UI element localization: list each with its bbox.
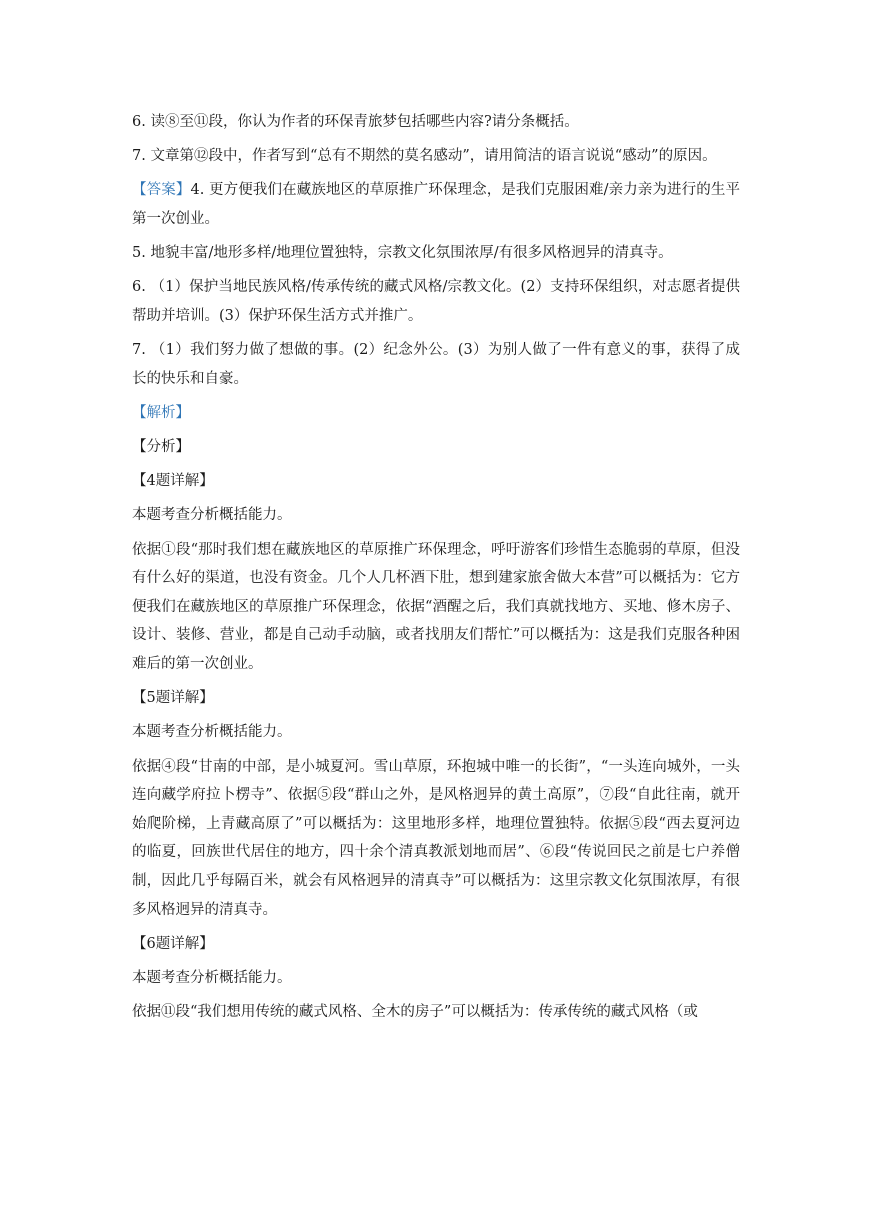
question-6: 6. 读⑧至⑪段，你认为作者的环保青旅梦包括哪些内容?请分条概括。 (132, 114, 579, 130)
detail-5-intro: 本题考查分析概括能力。 (132, 724, 292, 741)
detail-5-body: 依据④段“甘南的中部，是小城夏河。雪山草原，环抱城中唯一的长街”，“一头连向城外，一头连向藏学府拉卜楞寺”、依据⑤段“群山之外，是风格迥异的黄土高原”，⑦段“自此往南，就开始爬阶梯，上青藏高原了”可以概括为：这里地形多样，地理位置独特。依据⑤段“西去夏河边的临夏，回族世代居住的地方，四十余个清真教派划地而居”、⑥段“传说回民之前是七户养僧制，因此几乎每隔百米，就会有风格迥异的清真寺”可以概括为：这里宗教文化氛围浓厚，有很多风格迥异的清真寺。 (132, 758, 740, 918)
detail-4-body: 依据①段“那时我们想在藏族地区的草原推广环保理念，呼吁游客们珍惜生态脆弱的草原，但没有什么好的渠道，也没有资金。几个人几杯酒下肚，想到建家旅舍做大本营”可以概括为：它方便我们在藏族地区的草原推广环保理念，依据“酒醒之后，我们真就找地方、买地、修木房子、设计、装修、营业，都是自己动手动脑，或者找朋友们帮忙”可以概括为：这是我们克服各种困难后的第一次创业。 (132, 541, 740, 673)
answer-7: 7. （1）我们努力做了想做的事。(2）纪念外公。(3）为别人做了一件有意义的事，获得了成长的快乐和自豪。 (132, 342, 740, 387)
answer-4 (132, 176, 740, 233)
detail-5-heading: 【5题详解】 (132, 690, 214, 707)
answer-label: 【答案】 (132, 182, 191, 199)
fenxi-heading: 【分析】 (132, 439, 190, 456)
answer-6: 6. （1）保护当地民族风格/传承传统的藏式风格/宗教文化。(2）支持环保组织，对志愿者提供帮助并培训。(3）保护环保生活方式并推广。 (132, 279, 740, 324)
question-7: 7. 文章第⑫段中，作者写到“总有不期然的莫名感动”，请用简洁的语言说说“感动”的原因。 (132, 148, 717, 165)
detail-4-heading: 【4题详解】 (132, 473, 214, 490)
answer-5: 5. 地貌丰富/地形多样/地理位置独特，宗教文化氛围浓厚/有很多风格迥异的清真寺。 (132, 245, 673, 262)
detail-6-body: 依据⑪段“我们想用传统的藏式风格、全木的房子”可以概括为：传承传统的藏式风格（或 (132, 1004, 698, 1021)
detail-6-heading: 【6题详解】 (132, 935, 214, 952)
answer-4-text: 4. 更方便我们在藏族地区的草原推广环保理念，是我们克服困难/亲力亲为进行的生平第一次创业。 (132, 182, 741, 227)
detail-6-intro: 本题考查分析概括能力。 (132, 969, 292, 986)
detail-4-intro: 本题考查分析概括能力。 (132, 507, 292, 524)
document-page (132, 108, 740, 1032)
analysis-label: 【解析】 (132, 404, 190, 421)
